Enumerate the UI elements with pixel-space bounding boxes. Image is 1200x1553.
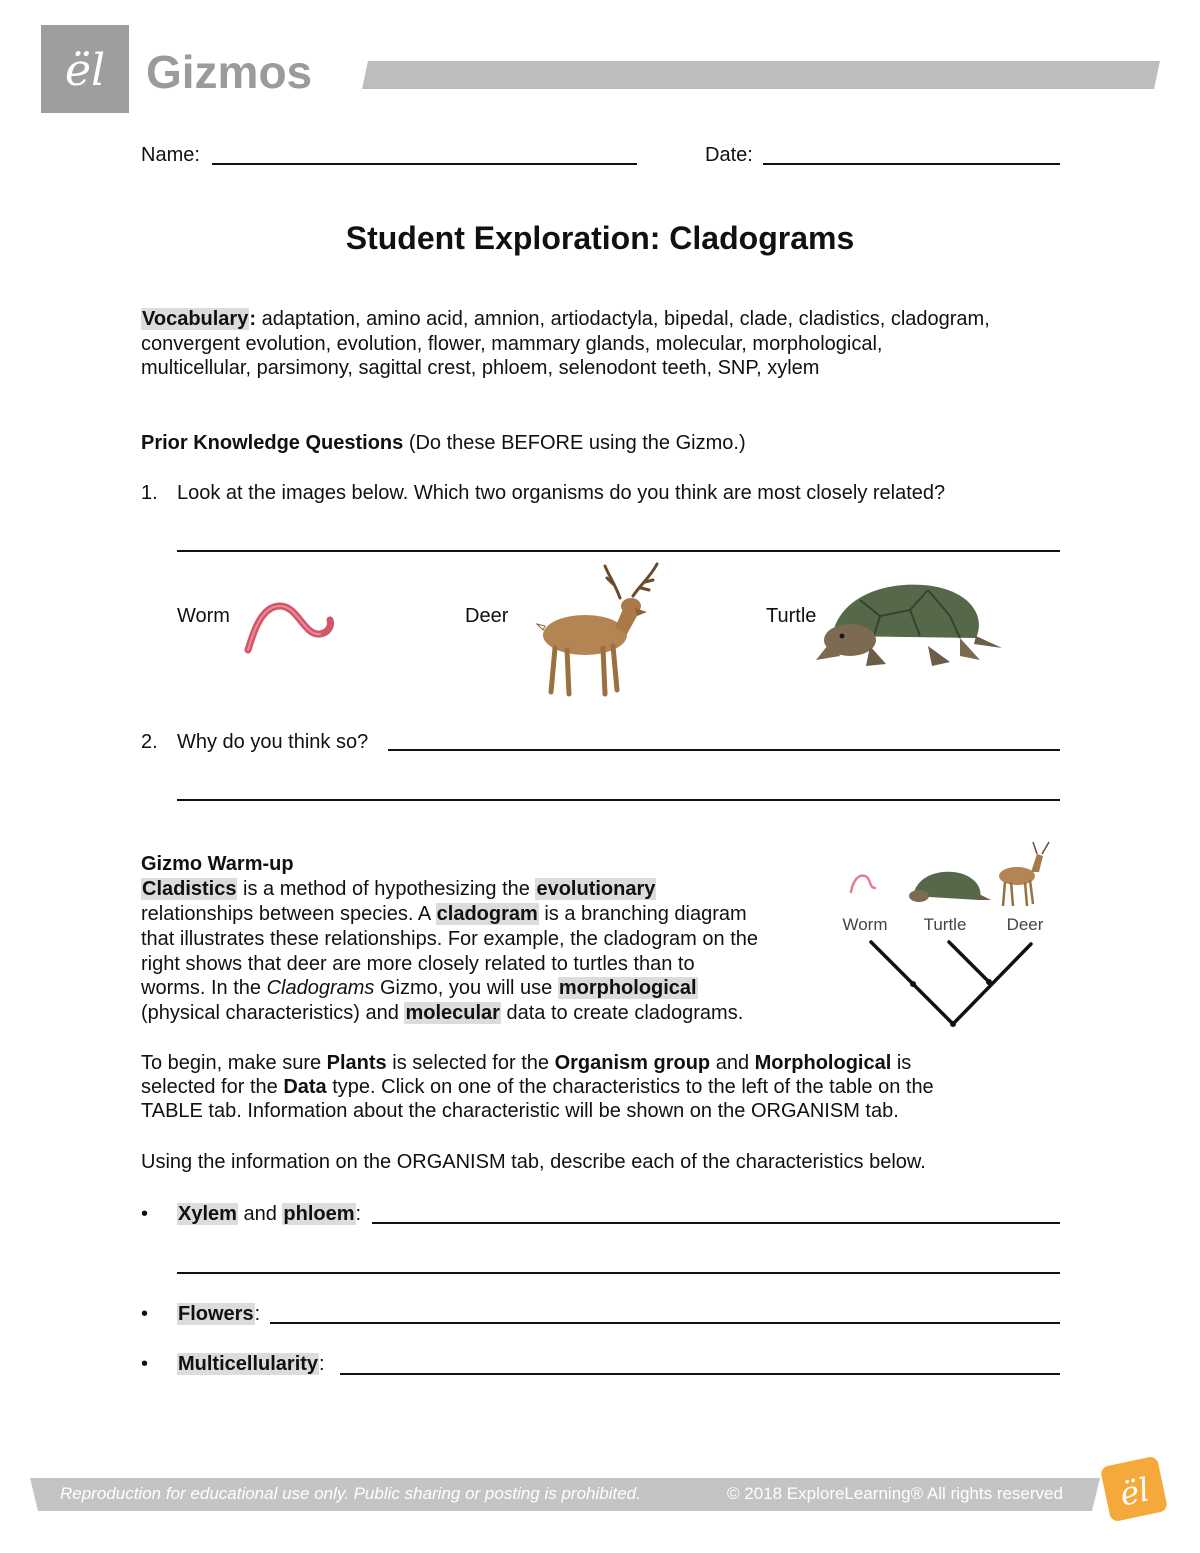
organism-label-deer: Deer <box>465 605 509 627</box>
bullet-xylem-phloem: Xylem and phloem: <box>178 1203 362 1225</box>
header-bar <box>362 61 1160 89</box>
warmup-p2-line-1: To begin, make sure Plants is selected for the Organism group and Morphological is <box>141 1052 912 1074</box>
warmup-p1-line-5: worms. In the Cladograms Gizmo, you will use morphological <box>141 977 697 999</box>
question-1-number: 1. <box>141 482 158 504</box>
prior-knowledge-heading: Prior Knowledge Questions (Do these BEFORE using the Gizmo.) <box>141 432 746 454</box>
turtle-icon <box>810 576 1005 671</box>
bullet-1-dot: • <box>141 1203 149 1225</box>
warmup-heading: Gizmo Warm-up <box>141 853 294 875</box>
answer-line-q1[interactable] <box>177 550 1060 552</box>
answer-line-q2a[interactable] <box>388 749 1060 751</box>
logo <box>41 25 129 113</box>
footer-disclaimer: Reproduction for educational use only. Public sharing or posting is prohibited. <box>60 1484 641 1503</box>
deer-icon <box>525 560 670 702</box>
brand-name: Gizmos <box>146 46 313 98</box>
warmup-p1-line-6: (physical characteristics) and molecular data to create cladograms. <box>141 1002 744 1024</box>
warmup-p2-line-2: selected for the Data type. Click on one of the characteristics to the left of the table on the <box>141 1076 934 1098</box>
worm-icon <box>240 598 340 656</box>
vocabulary-line-2: convergent evolution, evolution, flower, mammary glands, molecular, morphological, <box>141 333 883 355</box>
cladogram-turtle-icon <box>909 872 991 902</box>
date-label: Date: <box>705 144 753 166</box>
warmup-p1-line-2: relationships between species. A cladogram is a branching diagram <box>141 903 747 925</box>
cladogram-deer-icon <box>999 842 1049 906</box>
warmup-p2-line-3: TABLE tab. Information about the characteristic will be shown on the ORGANISM tab. <box>141 1100 899 1122</box>
cladogram-worm-icon <box>851 876 875 892</box>
explorelearning-badge-icon <box>1097 1453 1171 1525</box>
vocabulary-line-1: Vocabulary: adaptation, amino acid, amnion, artiodactyla, bipedal, clade, cladistics, cladogram, <box>142 308 990 330</box>
cladogram-label-turtle: Turtle <box>923 915 967 934</box>
name-field[interactable] <box>212 163 637 165</box>
example-cladogram <box>835 838 1065 1033</box>
warmup-p1-line-1: Cladistics is a method of hypothesizing the evolutionary <box>142 878 656 900</box>
answer-line-q2b[interactable] <box>177 799 1060 801</box>
name-label: Name: <box>141 144 200 166</box>
vocabulary-line-3: multicellular, parsimony, sagittal crest, phloem, selenodont teeth, SNP, xylem <box>141 357 820 379</box>
explorelearning-el-logo-icon <box>41 25 129 113</box>
vocabulary-label: Vocabulary <box>142 308 249 330</box>
svg-text:ël: ël <box>64 45 106 96</box>
question-2-text: Why do you think so? <box>177 731 369 753</box>
organism-label-worm: Worm <box>177 605 230 627</box>
warmup-p3: Using the information on the ORGANISM tab, describe each of the characteristics below. <box>141 1151 926 1173</box>
bullet-2-dot: • <box>141 1303 149 1325</box>
bullet-3-dot: • <box>141 1353 149 1375</box>
svg-text:ël: ël <box>1116 1470 1153 1514</box>
date-field[interactable] <box>763 163 1060 165</box>
warmup-p1-line-4: right shows that deer are more closely related to turtles than to <box>141 953 695 975</box>
organism-label-turtle: Turtle <box>766 605 817 627</box>
cladogram-label-worm: Worm <box>842 915 888 934</box>
footer-copyright: © 2018 ExploreLearning® All rights reserved <box>727 1484 1063 1503</box>
page-title: Student Exploration: Cladograms <box>345 220 855 256</box>
bullet-flowers: Flowers: <box>178 1303 261 1325</box>
cladogram-label-deer: Deer <box>1006 915 1044 934</box>
bullet-multicellularity: Multicellularity: <box>178 1353 325 1375</box>
question-2-number: 2. <box>141 731 158 753</box>
answer-line-flowers[interactable] <box>270 1322 1060 1324</box>
answer-line-xylem-b[interactable] <box>177 1272 1060 1274</box>
answer-line-xylem-a[interactable] <box>372 1222 1060 1224</box>
question-1-text: Look at the images below. Which two organisms do you think are most closely related? <box>177 482 946 504</box>
answer-line-multicellularity[interactable] <box>340 1373 1060 1375</box>
warmup-p1-line-3: that illustrates these relationships. For example, the cladogram on the <box>141 928 758 950</box>
